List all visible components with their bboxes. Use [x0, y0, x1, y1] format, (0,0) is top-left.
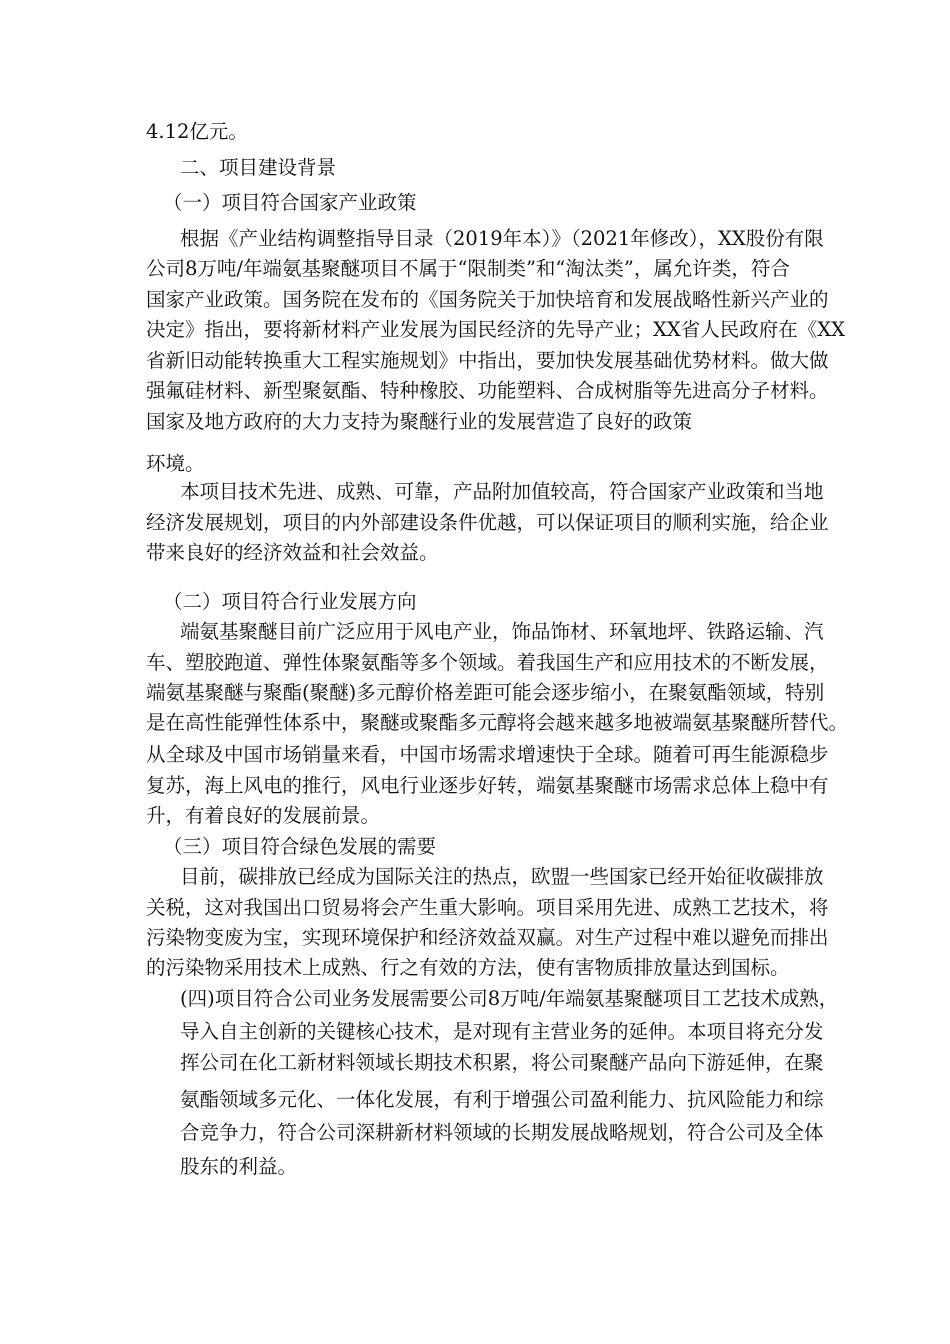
- text-line: 氨酯领域多元化、一体化发展，有利于增强公司盈利能力、抗风险能力和综: [180, 1088, 824, 1111]
- text-line: 的污染物采用技术上成熟、行之有效的方法，使有害物质排放量达到国标。: [146, 956, 790, 979]
- subsection-heading: （二）项目符合行业发展方向: [163, 590, 417, 613]
- text-line: 目前，碳排放已经成为国际关注的热点，欧盟一些国家已经开始征收碳排放: [180, 865, 824, 888]
- text-line: 本项目技术先进、成熟、可靠，产品附加值较高，符合国家产业政策和当地: [180, 480, 824, 503]
- section-heading: 二、项目建设背景: [180, 156, 337, 179]
- text-line: 股东的利益。: [180, 1155, 298, 1178]
- text-line: 导入自主创新的关键核心技术，是对现有主营业务的延伸。本项目将充分发: [180, 1020, 824, 1043]
- text-line: 端氨基聚醚与聚酯(聚醚)多元醇价格差距可能会逐步缩小，在聚氨酯领域，特别: [146, 681, 825, 704]
- text-line: 根据《产业结构调整指导目录（2019年本）》（2021年修改），XX股份有限: [180, 227, 824, 250]
- text-line: 强氟硅材料、新型聚氨酯、特种橡胶、功能塑料、合成树脂等先进高分子材料。: [146, 379, 829, 402]
- subsection-heading: （一）项目符合国家产业政策: [163, 191, 417, 214]
- text-line: 国家及地方政府的大力支持为聚醚行业的发展营造了良好的政策: [146, 410, 693, 433]
- text-line: 国家产业政策。国务院在发布的《国务院关于加快培育和发展战略性新兴产业的: [146, 288, 829, 311]
- text-line: 端氨基聚醚目前广泛应用于风电产业，饰品饰材、环氧地坪、铁路运输、汽: [180, 620, 824, 643]
- text-line: 挥公司在化工新材料领域长期技术积累，将公司聚醚产品向下游延伸，在聚: [180, 1051, 824, 1074]
- text-line: 从全球及中国市场销量来看，中国市场需求增速快于全球。随着可再生能源稳步: [146, 743, 829, 766]
- text-line: 污染物变废为宝，实现环境保护和经济效益双赢。对生产过程中难以避免而排出: [146, 926, 829, 949]
- text-line: 决定》指出，要将新材料产业发展为国民经济的先导产业；XX省人民政府在《XX: [146, 318, 846, 341]
- subsection-heading: （三）项目符合绿色发展的需要: [163, 835, 437, 858]
- text-line: 环境。: [146, 452, 205, 475]
- text-line: 是在高性能弹性体系中，聚醚或聚酯多元醇将会越来越多地被端氨基聚醚所替代。: [146, 711, 849, 734]
- text-line: 省新旧动能转换重大工程实施规划》中指出，要加快发展基础优势材料。做大做: [146, 349, 829, 372]
- text-line: 合竞争力，符合公司深耕新材料领域的长期发展战略规划，符合公司及全体: [180, 1121, 824, 1144]
- text-line: 关税，这对我国出口贸易将会产生重大影响。项目采用先进、成熟工艺技术，将: [146, 896, 829, 919]
- text-line: 4.12亿元。: [146, 120, 248, 143]
- text-line: 经济发展规划，项目的内外部建设条件优越，可以保证项目的顺利实施，给企业: [146, 511, 829, 534]
- text-line: 带来良好的经济效益和社会效益。: [146, 541, 439, 564]
- text-line: 公司8万吨/年端氨基聚醚项目不属于“限制类”和“淘汰类”，属允许类，符合: [146, 257, 790, 280]
- subsection-heading: (四)项目符合公司业务发展需要公司8万吨/年端氨基聚醚项目工艺技术成熟，: [180, 987, 839, 1010]
- text-line: 车、塑胶跑道、弹性体聚氨酯等多个领域。着我国生产和应用技术的不断发展，: [146, 651, 829, 674]
- text-line: 复苏，海上风电的推行，风电行业逐步好转，端氨基聚醚市场需求总体上稳中有: [146, 774, 829, 797]
- text-line: 升，有着良好的发展前景。: [146, 804, 381, 827]
